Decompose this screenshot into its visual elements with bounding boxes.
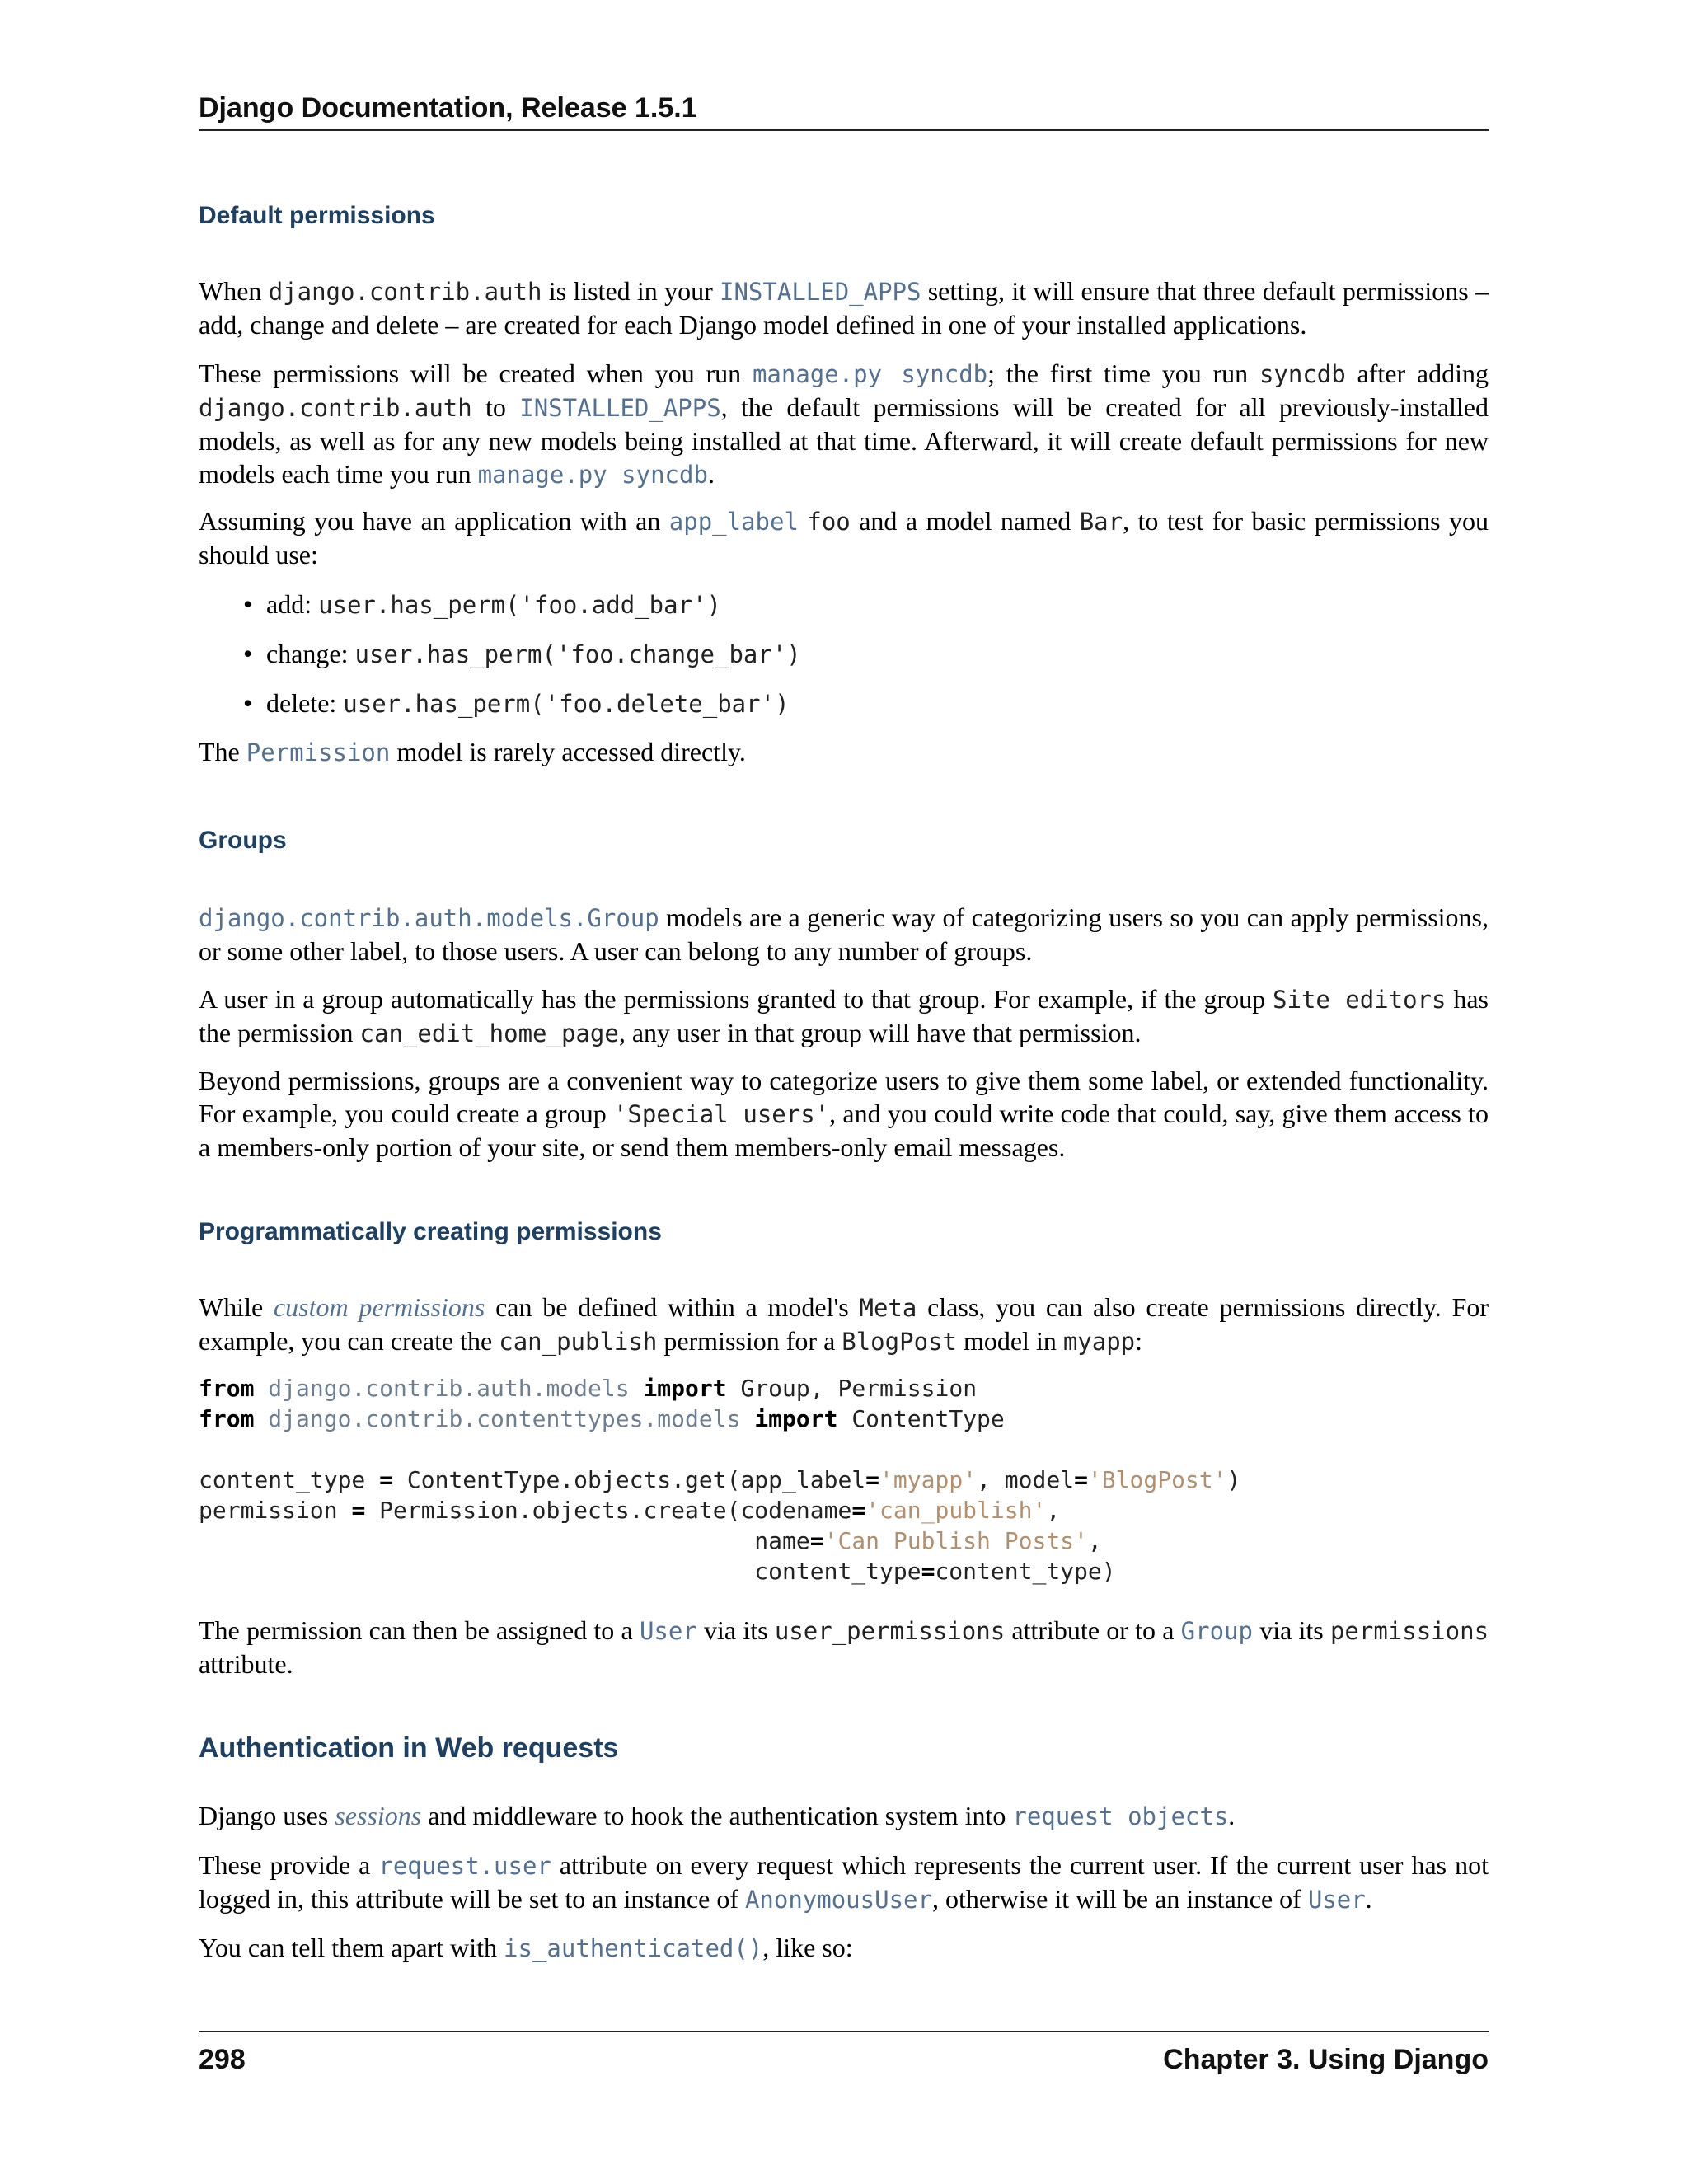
permission-list xyxy=(199,588,1489,736)
paragraph: Assuming you have an application with an app_label foo and a model named Bar, to test for basic permissions you should use: xyxy=(199,506,1489,569)
paragraph: These provide a request.user attribute on every request which represents the current user. If the current user has not logged in, this attribute will be set to an instance of AnonymousUser, otherwise it will be an instance of User. xyxy=(199,1850,1489,1914)
chapter-title: Chapter 3. Using Django xyxy=(1163,2044,1489,2075)
running-header: Django Documentation, Release 1.5.1 xyxy=(199,92,1489,131)
paragraph: A user in a group automatically has the permissions granted to that group. For example, if the group Site editors has the permission can_edit_home_page, any user in that group will have that permission. xyxy=(199,984,1489,1047)
inline-code: user.has_perm('foo.add_bar') xyxy=(318,591,721,619)
link-custom-permissions[interactable]: custom permissions xyxy=(273,1292,485,1322)
paragraph: Django uses sessions and middleware to hook the authentication system into request objects. xyxy=(199,1801,1236,1830)
link-request-objects[interactable]: request objects xyxy=(1012,1802,1229,1830)
link-sessions[interactable]: sessions xyxy=(335,1801,422,1830)
inline-code: Bar xyxy=(1079,508,1123,536)
paragraph: Beyond permissions, groups are a convenient way to categorize users to give them some label, or extended functionality. For example, you could create a group 'Special users', and you could write code that could, say, give them access to a members-only portion of your site, or send them members-only email messages. xyxy=(199,1066,1489,1162)
heading-groups: Groups xyxy=(199,827,287,854)
link-group[interactable]: Group xyxy=(1180,1617,1253,1645)
running-footer xyxy=(199,2031,1489,2076)
paragraph: The Permission model is rarely accessed directly. xyxy=(199,737,746,766)
heading-default-permissions: Default permissions xyxy=(199,202,435,229)
link-user[interactable]: User xyxy=(639,1617,697,1645)
paragraph: django.contrib.auth.models.Group models are a generic way of categorizing users so you can apply permissions, or some other label, to those users. A user can belong to any number of groups. xyxy=(199,902,1489,966)
link-app-label[interactable]: app_label xyxy=(668,508,799,536)
list-item: • change: user.has_perm('foo.change_bar') xyxy=(199,637,1489,687)
code-block: from django.contrib.auth.models import Group, Permission from django.contrib.contenttypes.models import ContentType content_type = ContentType.objects.get(app_label='myapp', model='BlogPost') permission = Permission.objects.create(codename='can_publish', name='Can Publish Posts', content_type=content_type) xyxy=(199,1375,1241,1585)
link-permission[interactable]: Permission xyxy=(246,738,391,766)
inline-code: can_publish xyxy=(499,1328,658,1356)
link-is-authenticated[interactable]: is_authenticated() xyxy=(504,1934,763,1962)
paragraph: The permission can then be assigned to a User via its user_permissions attribute or to a Group via its permissions attribute. xyxy=(199,1615,1489,1679)
link-installed-apps[interactable]: INSTALLED_APPS xyxy=(720,278,921,306)
link-manage-py-syncdb[interactable]: manage.py syncdb xyxy=(752,360,988,388)
link-request-user[interactable]: request.user xyxy=(378,1852,551,1880)
page-number: 298 xyxy=(199,2044,246,2075)
heading-authentication-web-requests: Authentication in Web requests xyxy=(199,1732,619,1764)
link-installed-apps[interactable]: INSTALLED_APPS xyxy=(519,394,721,422)
inline-code: user.has_perm('foo.delete_bar') xyxy=(343,690,790,718)
link-anonymous-user[interactable]: AnonymousUser xyxy=(744,1886,932,1914)
link-user[interactable]: User xyxy=(1307,1886,1366,1914)
paragraph: While custom permissions can be defined within a model's Meta class, you can also create permissions directly. For example, you can create the can_publish permission for a BlogPost model in myapp: xyxy=(199,1292,1489,1356)
inline-code: myapp xyxy=(1062,1328,1136,1356)
inline-code: user.has_perm('foo.change_bar') xyxy=(354,640,801,668)
inline-code: Meta xyxy=(859,1294,917,1322)
link-group-model[interactable]: django.contrib.auth.models.Group xyxy=(199,904,659,932)
paragraph: You can tell them apart with is_authenticated(), like so: xyxy=(199,1933,853,1962)
heading-programmatic-permissions: Programmatically creating permissions xyxy=(199,1218,662,1245)
inline-code: can_edit_home_page xyxy=(359,1019,619,1047)
inline-code: foo xyxy=(807,508,851,536)
paragraph: When django.contrib.auth is listed in your INSTALLED_APPS setting, it will ensure that three default permissions – add, change and delete – are created for each Django model defined in one of your installed applications. xyxy=(199,276,1489,340)
link-manage-py-syncdb[interactable]: manage.py syncdb xyxy=(477,461,708,489)
paragraph: These permissions will be created when you run manage.py syncdb; the first time you run syncdb after adding django.contrib.auth to INSTALLED_APPS, the default permissions will be created for all previously-installed models, as well as for any new models being installed at that time. Afterward, it will create default permissions for new models each time you run manage.py syncdb. xyxy=(199,359,1489,489)
inline-code: 'Special users' xyxy=(612,1100,830,1128)
inline-code: syncdb xyxy=(1259,360,1346,388)
inline-code: user_permissions xyxy=(774,1617,1006,1645)
inline-code: BlogPost xyxy=(842,1328,957,1356)
inline-code: permissions xyxy=(1329,1617,1489,1645)
inline-code: django.contrib.auth xyxy=(199,394,472,422)
inline-code: Site editors xyxy=(1273,986,1447,1014)
inline-code: django.contrib.auth xyxy=(268,278,542,306)
list-item: • delete: user.has_perm('foo.delete_bar') xyxy=(199,687,1489,736)
list-item: • add: user.has_perm('foo.add_bar') xyxy=(199,588,1489,637)
